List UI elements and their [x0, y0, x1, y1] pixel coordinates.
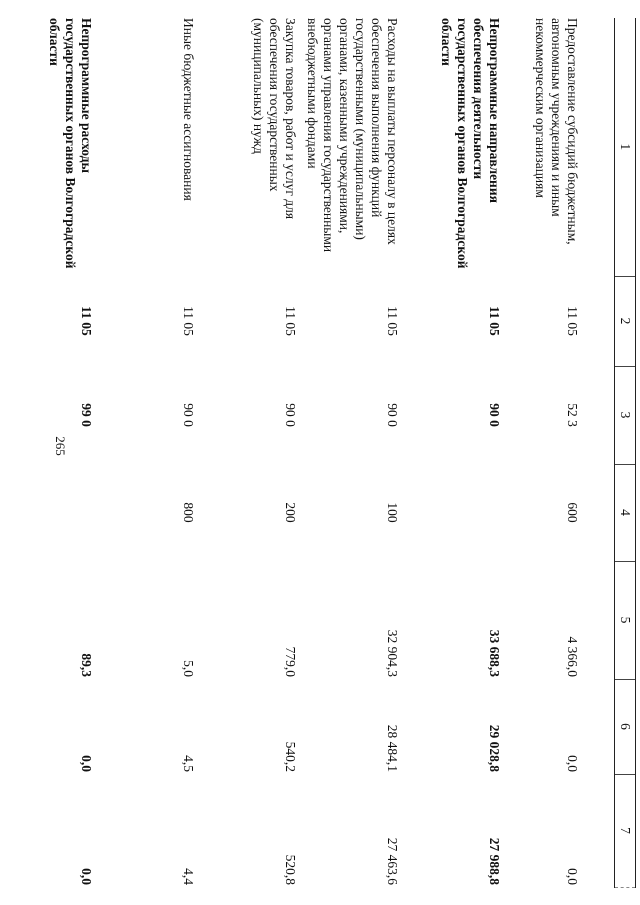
row-name-cell: Иные бюджетные ассигнования	[181, 18, 196, 201]
amount-col5-cell: 33 688,3	[487, 629, 502, 677]
amount-col5-cell: 89,3	[79, 653, 94, 677]
amount-col5-cell: 4 366,0	[565, 636, 580, 677]
target-code-cell: 90 0	[487, 403, 502, 427]
expense-type-cell	[400, 464, 502, 561]
row-name-cell: Непрограммные направления обеспечения деятельности государственных органов Волгоградской области	[439, 18, 502, 269]
amount-col7-cell: 0,0	[565, 868, 580, 885]
column-header: 4	[615, 464, 636, 561]
column-header: 1	[615, 18, 636, 276]
expense-type-cell: 200	[283, 502, 298, 523]
amount-col5-cell: 779,0	[283, 646, 298, 677]
section-code-cell: 11 05	[385, 306, 400, 336]
column-header: 7	[615, 774, 636, 887]
amount-col6-cell: 540,2	[283, 741, 298, 772]
column-header: 3	[615, 366, 636, 464]
target-code-cell: 90 0	[385, 403, 400, 427]
amount-col6-cell: 0,0	[79, 755, 94, 772]
table-row	[0, 18, 94, 887]
table-row	[502, 18, 615, 887]
budget-table	[0, 18, 636, 888]
amount-col6-cell: 29 028,8	[487, 724, 502, 772]
target-code-cell: 99 0	[79, 403, 94, 427]
row-name-cell: Непрограммные расходы государственных органов Волгоградской области	[47, 18, 94, 269]
row-name-cell: Расходы на выплаты персоналу в целях обеспечения выполнения функций государственными (муниципальными) органами, казенными учреждениями, органами управления государственными внебюджетными фондами	[305, 18, 400, 253]
row-name-cell: Закупка товаров, работ и услуг для обеспечения государственных (муниципальных) нужд	[251, 18, 298, 220]
amount-col5-cell: 5,0	[181, 660, 196, 677]
section-code-cell: 11 05	[181, 306, 196, 336]
table-header-row	[615, 18, 636, 887]
table-row	[298, 18, 400, 887]
expense-type-cell: 800	[181, 502, 196, 523]
expense-type-cell: 600	[565, 502, 580, 523]
column-header: 6	[615, 679, 636, 774]
section-code-cell: 11 05	[283, 306, 298, 336]
target-code-cell: 90 0	[181, 403, 196, 427]
page-number: 265	[53, 436, 68, 456]
target-code-cell: 52 3	[565, 403, 580, 427]
section-code-cell: 11 05	[487, 306, 502, 336]
target-code-cell: 90 0	[283, 403, 298, 427]
amount-col5-cell: 32 904,3	[385, 629, 400, 677]
expense-type-cell	[0, 464, 94, 561]
amount-col6-cell: 0,0	[565, 755, 580, 772]
amount-col7-cell: 27 463,6	[385, 837, 400, 885]
amount-col7-cell: 0,0	[79, 868, 94, 885]
amount-col7-cell: 27 988,8	[487, 837, 502, 885]
column-header: 2	[615, 276, 636, 366]
table-row	[196, 18, 298, 887]
amount-col7-cell: 4,4	[181, 868, 196, 885]
amount-col6-cell: 4,5	[181, 755, 196, 772]
table-row	[94, 18, 196, 887]
expense-type-cell: 100	[385, 502, 400, 523]
amount-col6-cell: 28 484,1	[385, 724, 400, 772]
amount-col7-cell: 520,8	[283, 854, 298, 885]
section-code-cell: 11 05	[565, 306, 580, 336]
table-row	[400, 18, 502, 887]
section-code-cell: 11 05	[79, 306, 94, 336]
row-name-cell: Предоставление субсидий бюджетным, автономным учреждениям и иным некоммерческим организациям	[533, 18, 580, 245]
column-header: 5	[615, 561, 636, 679]
